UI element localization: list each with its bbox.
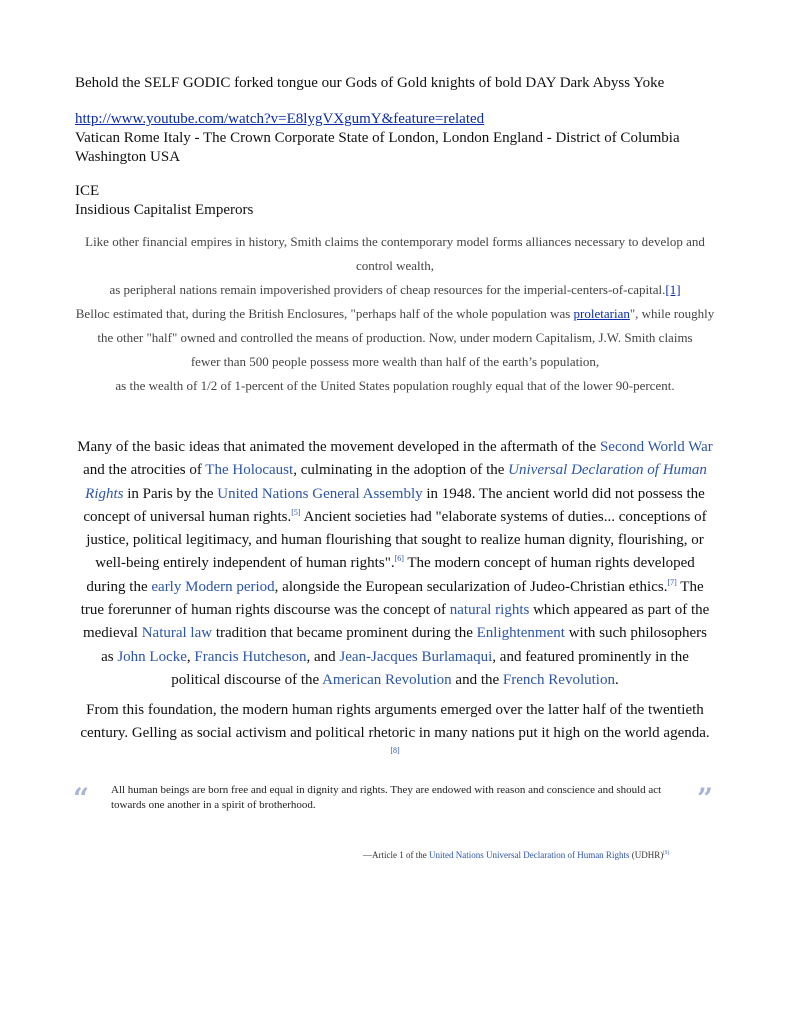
- udhr-blockquote: [75, 782, 715, 822]
- text: Many of the basic ideas that animated the movement developed in the aftermath of the: [77, 439, 600, 455]
- link-udhr[interactable]: Universal Declaration of Human Rights: [85, 462, 707, 502]
- ref-9[interactable]: [9]: [663, 851, 670, 856]
- text: , culminating in the adoption of the: [293, 462, 509, 479]
- url-line: [75, 110, 484, 129]
- ref-7[interactable]: [7]: [667, 577, 677, 587]
- link-early-modern-period[interactable]: early Modern period: [151, 578, 275, 595]
- ref-8[interactable]: [8]: [390, 745, 400, 755]
- text: tradition that became prominent during the: [212, 625, 477, 642]
- ice-expansion: Insidious Capitalist Emperors: [75, 202, 254, 218]
- link-natural-law[interactable]: Natural law: [141, 625, 213, 642]
- quote-line-2-text: as peripheral nations remain impoverished providers of cheap resources for the imperial-centers-of-capital.: [109, 282, 666, 297]
- ref-6[interactable]: [6]: [394, 554, 404, 564]
- document-title: Behold the SELF GODIC forked tongue our Gods of Gold knights of bold DAY Dark Abyss Yoke: [75, 75, 665, 91]
- smith-quote: [75, 230, 715, 398]
- human-rights-paragraph: [75, 436, 715, 692]
- link-unga[interactable]: United Nations General Assembly: [217, 485, 423, 502]
- attribution-suffix: (UDHR): [629, 850, 664, 860]
- foundation-paragraph: [75, 699, 715, 756]
- text: The modern concept of human rights developed during the: [86, 555, 695, 595]
- text: in Paris by the: [123, 485, 218, 502]
- ref-5[interactable]: [5]: [291, 507, 301, 517]
- text: , and: [306, 648, 340, 665]
- foundation-text: From this foundation, the modern human rights arguments emerged over the latter half of the twentieth century. Gelling as social activism and political rhetoric in many nations put it high on the world agenda.: [80, 702, 710, 742]
- quote-line-5: as the wealth of 1/2 of 1-percent of the United States population roughly equal that of the lower 90-percent.: [115, 378, 675, 393]
- quote-line-4: fewer than 500 people possess more wealth than half of the earth’s population,: [190, 354, 600, 369]
- vatican-line: Vatican Rome Italy - The Crown Corporate State of London, London England - District of Columbia Washington USA: [75, 130, 680, 165]
- text: with such philosophers as: [101, 625, 708, 665]
- proletarian-link[interactable]: proletarian: [573, 306, 630, 321]
- attribution: [363, 850, 693, 860]
- quote-line-2: [75, 278, 715, 302]
- open-quote-icon: “: [73, 782, 90, 815]
- text: ,: [186, 648, 195, 665]
- quote-line-3-text-a: Belloc estimated that, during the British Enclosures, "perhaps half of the whole population was: [75, 306, 574, 321]
- youtube-link[interactable]: http://www.youtube.com/watch?v=E8lygVXgumY&feature=related: [75, 111, 485, 127]
- text: Ancient societies had "elaborate systems of duties... conceptions of justice, political legitimacy, and human flourishing that sought to realize human dignity, flourishing, or well-being entirely independent of human rights".: [86, 508, 707, 572]
- attribution-prefix: —Article 1 of the: [363, 850, 429, 860]
- text: The true forerunner of human rights discourse was the concept of: [80, 578, 704, 619]
- link-holocaust[interactable]: The Holocaust: [205, 462, 294, 479]
- link-enlightenment[interactable]: Enlightenment: [476, 625, 565, 642]
- blockquote-text: All human beings are born free and equal in dignity and rights. They are endowed with reason and conscience and should act towards one another in a spirit of brotherhood.: [111, 784, 662, 811]
- link-second-world-war[interactable]: Second World War: [599, 439, 713, 455]
- text: .: [614, 671, 619, 688]
- link-udhr-attribution[interactable]: United Nations Universal Declaration of Human Rights: [428, 850, 630, 860]
- text: in 1948. The ancient world did not possess the concept of universal human rights.: [83, 485, 705, 525]
- link-burlamaqui[interactable]: Jean-Jacques Burlamaqui: [339, 648, 493, 665]
- text: and the: [451, 671, 503, 688]
- text: and the atrocities of: [83, 462, 206, 479]
- ice-heading: ICE: [75, 183, 100, 199]
- close-quote-icon: ”: [697, 782, 714, 815]
- link-francis-hutcheson[interactable]: Francis Hutcheson: [194, 648, 307, 665]
- link-john-locke[interactable]: John Locke: [117, 648, 187, 665]
- text: , and featured prominently in the political discourse of the: [171, 648, 689, 688]
- quote-line-3: [75, 302, 715, 350]
- quote-line-1: Like other financial empires in history, Smith claims the contemporary model forms alliances necessary to develop and control wealth,: [85, 234, 705, 273]
- link-american-revolution[interactable]: American Revolution: [322, 671, 452, 688]
- text: which appeared as part of the medieval: [82, 602, 710, 642]
- quote-line-3-text-b: ", while roughly the other "half" owned and controlled the means of production. Now, under modern Capitalism, J.W. Smith claims: [97, 306, 715, 345]
- text: , alongside the European secularization of Judeo-Christian ethics.: [274, 578, 668, 595]
- ref-link-1[interactable]: [1]: [665, 282, 681, 297]
- link-natural-rights[interactable]: natural rights: [449, 602, 530, 619]
- link-french-revolution[interactable]: French Revolution: [502, 671, 615, 688]
